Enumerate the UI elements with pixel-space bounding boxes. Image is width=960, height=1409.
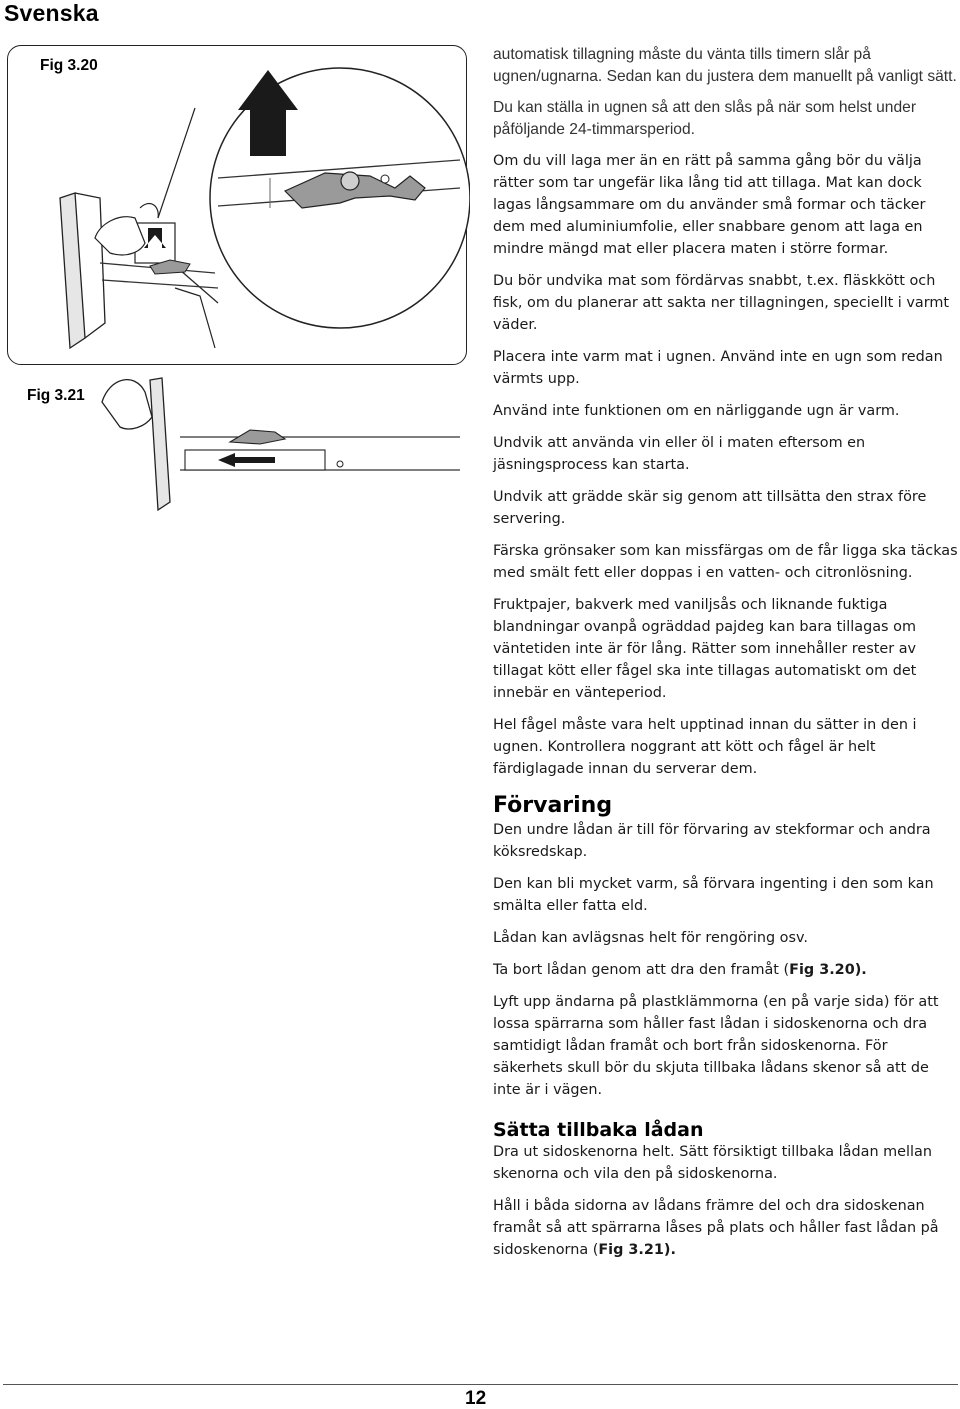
paragraph: Hel fågel måste vara helt upptinad innan du sätter in den i ugnen. Kontrollera noggrant att kött och fågel är helt färdiglagade innan du serverar dem. (493, 717, 917, 777)
paragraph: Färska grönsaker som kan missfärgas om de får ligga ska täckas med smält fett eller doppas i en vatten- och citronlösning. (493, 543, 958, 581)
paragraph-text: Håll i båda sidorna av lådans främre del och dra sidoskenan framåt så att spärrarna låses på plats och håller fast lådan på sidoskenorna ( (493, 1198, 939, 1258)
figure-reference: Fig 3.20). (789, 962, 867, 978)
paragraph: Placera inte varm mat i ugnen. Använd inte en ugn som redan värmts upp. (493, 349, 943, 387)
refit-heading: Sätta tillbaka lådan (493, 1119, 704, 1141)
storage-heading: Förvaring (493, 793, 613, 818)
paragraph: Den kan bli mycket varm, så förvara ingenting i den som kan smälta eller fatta eld. (493, 876, 934, 914)
paragraph: Om du vill laga mer än en rätt på samma gång bör du välja rätter som tar ungefär lika lång tid att tillaga. Mat kan dock lagas långsammare om du använder små formar och täcker dem med aluminiumfolie, eller snabbare genom att laga en mindre mängd mat eller placera maten i större formar. (493, 153, 926, 257)
figure-3-21-illustration (100, 372, 470, 522)
paragraph: Lyft upp ändarna på plastklämmorna (en på varje sida) för att lossa spärrarna som håller fast lådan i sidoskenorna och dra samtidigt lådan framåt och bort från sidoskenorna. För säkerhets skull bör du skjuta tillbaka lådans skenor så att de inte är i vägen. (493, 994, 939, 1098)
paragraph: Fruktpajer, bakverk med vaniljsås och liknande fuktiga blandningar ovanpå ogräddad pajdeg kan bara tillagas om väntetiden inte är för lång. Rätter som innehåller rester av tillagat kött eller fågel ska inte tillagas automatiskt om det innebär en vänteperiod. (493, 597, 917, 701)
paragraph: Undvik att grädde skär sig genom att tillsätta den strax före servering. (493, 489, 927, 527)
paragraph (493, 1195, 958, 1261)
paragraph: Du bör undvika mat som fördärvas snabbt, t.ex. fläskkött och fisk, om du planerar att sakta ner tillagningen, speciellt i varmt väder. (493, 273, 950, 333)
paragraph: Lådan kan avlägsnas helt för rengöring osv. (493, 930, 808, 946)
paragraph: Använd inte funktionen om en närliggande ugn är varm. (493, 403, 900, 419)
page-number: 12 (465, 1388, 487, 1409)
figure-3-20-illustration (40, 48, 470, 363)
paragraph: Den undre lådan är till för förvaring av stekformar och andra köksredskap. (493, 822, 931, 860)
footer-divider (3, 1384, 958, 1385)
figure-3-21-label: Fig 3.21 (27, 387, 85, 404)
paragraph-text: Ta bort lådan genom att dra den framåt ( (493, 962, 790, 978)
paragraph: Du kan ställa in ugnen så att den slås på när som helst under påföljande 24-timmarsperiod. (493, 99, 917, 138)
language-header: Svenska (4, 0, 99, 26)
paragraph: Undvik att använda vin eller öl i maten eftersom en jäsningsprocess kan starta. (493, 435, 866, 473)
paragraph (493, 959, 958, 981)
paragraph: Dra ut sidoskenorna helt. Sätt försiktigt tillbaka lådan mellan skenorna och vila den på sidoskenorna. (493, 1144, 932, 1182)
paragraph: automatisk tillagning måste du vänta tills timern slår på ugnen/ugnarna. Sedan kan du justera dem manuellt på vanligt sätt. (493, 46, 957, 85)
figure-reference: Fig 3.21). (598, 1242, 676, 1258)
figure-3-20-label: Fig 3.20 (40, 57, 98, 74)
body-text-column (493, 44, 958, 1271)
